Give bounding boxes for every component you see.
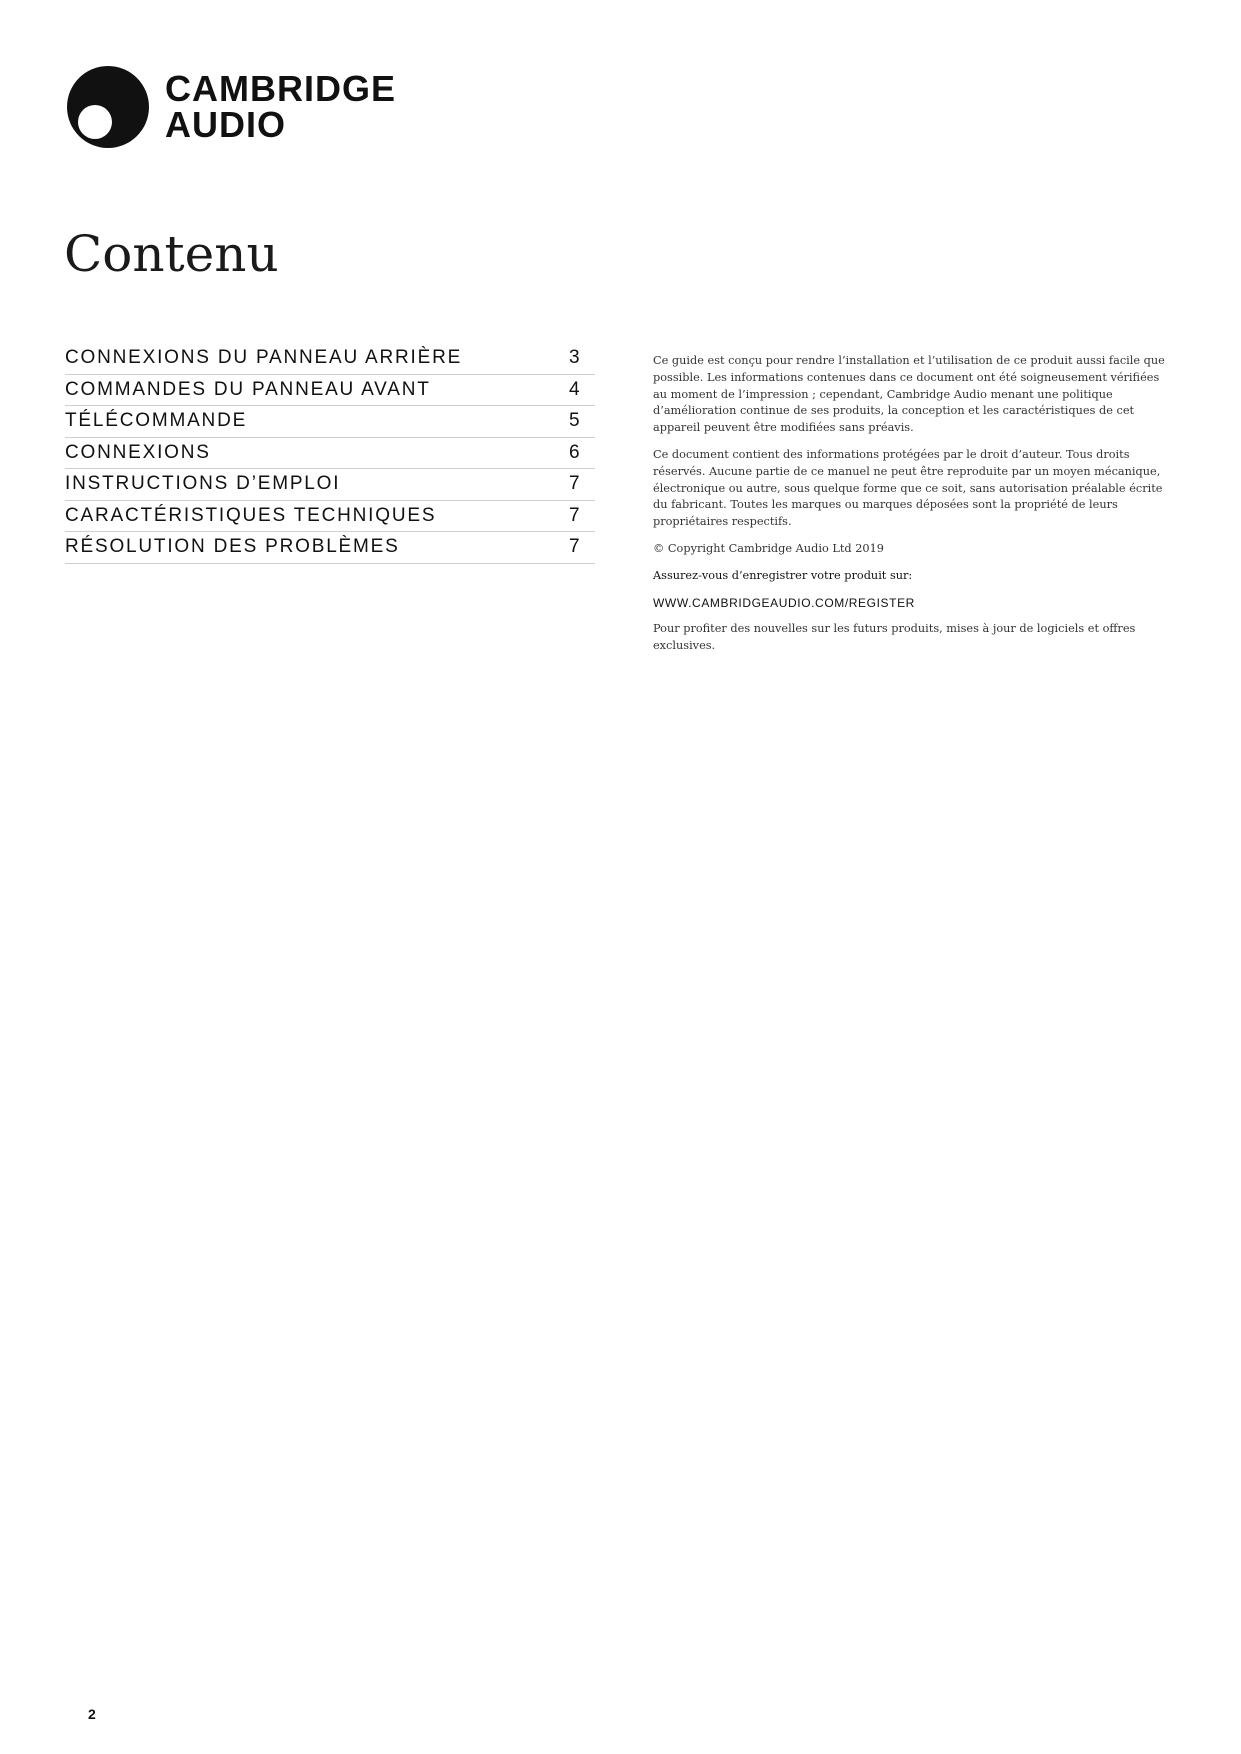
toc-item-page: 7 <box>569 473 580 495</box>
toc-item-front-panel[interactable] <box>65 375 595 407</box>
copyright-line: © Copyright Cambridge Audio Ltd 2019 <box>653 541 884 555</box>
legal-info <box>653 353 1168 665</box>
logo-line-1: CAMBRIDGE <box>165 68 396 109</box>
cambridge-audio-logo-icon <box>67 66 149 148</box>
toc-item-rear-panel[interactable] <box>65 343 595 375</box>
toc-item-connections[interactable] <box>65 438 595 470</box>
intro-paragraph: Ce guide est conçu pour rendre l’installation et l’utilisation de ce produit aussi facile que possible. Les informations contenues dans ce document ont été soigneusement vérifiées au moment de l’impression ; cependant, Cambridge Audio menant une politique d’amélioration continue de ses produits, la conception et les caractéristiques de cet appareil peuvent être modifiées sans préavis. <box>653 354 1165 435</box>
toc-item-page: 4 <box>569 378 580 400</box>
logo-wordmark <box>165 68 396 145</box>
toc-item-label: CONNEXIONS DU PANNEAU ARRIÈRE <box>65 347 463 369</box>
toc-item-label: INSTRUCTIONS D’EMPLOI <box>65 473 341 495</box>
logo-line-2: AUDIO <box>165 104 286 145</box>
toc-item-page: 6 <box>569 441 580 463</box>
toc-item-label: RÉSOLUTION DES PROBLÈMES <box>65 536 400 558</box>
toc-item-label: COMMANDES DU PANNEAU AVANT <box>65 378 431 400</box>
toc-item-label: CONNEXIONS <box>65 441 211 463</box>
toc-item-label: TÉLÉCOMMANDE <box>65 410 248 432</box>
toc-item-page: 7 <box>569 536 580 558</box>
toc-item-operating-instructions[interactable] <box>65 469 595 501</box>
page-title: Contenu <box>64 225 279 283</box>
register-lead-text: Assurez-vous d’enregistrer votre produit sur: <box>653 568 913 582</box>
register-link[interactable]: WWW.CAMBRIDGEAUDIO.COM/REGISTER <box>653 595 915 610</box>
toc-item-page: 3 <box>569 347 580 369</box>
closing-text: Pour profiter des nouvelles sur les futurs produits, mises à jour de logiciels et offres exclusives. <box>653 622 1136 653</box>
table-of-contents <box>65 343 595 564</box>
page-number: 2 <box>88 1706 96 1722</box>
copyright-notice-paragraph: Ce document contient des informations protégées par le droit d’auteur. Tous droits réservés. Aucune partie de ce manuel ne peut être reproduite par un moyen mécanique, électronique ou autre, sous quelque forme que ce soit, sans autorisation préalable écrite du fabricant. Toutes les marques ou marques déposées sont la propriété de leurs propriétaires respectifs. <box>653 447 1163 529</box>
toc-item-page: 7 <box>569 504 580 526</box>
toc-item-label: CARACTÉRISTIQUES TECHNIQUES <box>65 504 437 526</box>
toc-item-remote[interactable] <box>65 406 595 438</box>
toc-item-specifications[interactable] <box>65 501 595 533</box>
toc-item-page: 5 <box>569 410 580 432</box>
brand-logo <box>67 66 396 148</box>
toc-item-troubleshooting[interactable] <box>65 532 595 564</box>
